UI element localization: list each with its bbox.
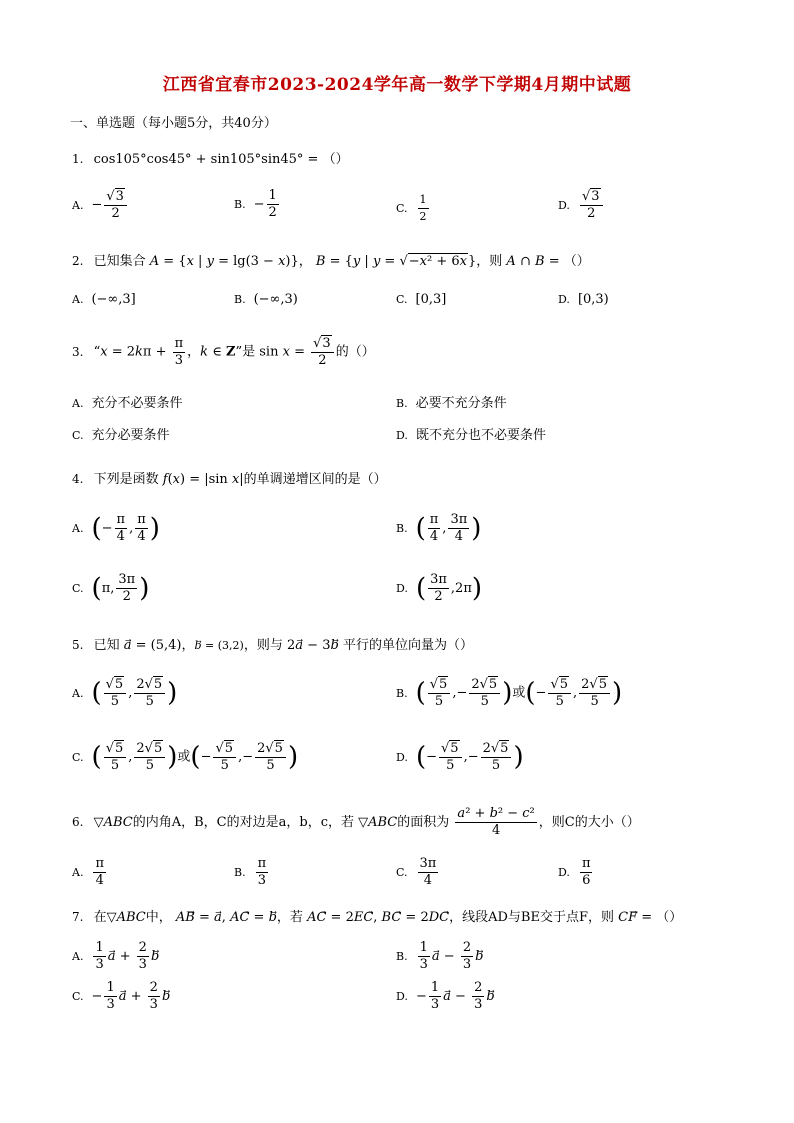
option-c: C. $\frac{1}{2}$ [396, 193, 427, 223]
option-a: A. 充分不必要条件 [72, 396, 183, 411]
question-number: 1. [72, 152, 84, 166]
option-d: D. $\frac{\pi}{6}$ [558, 856, 591, 888]
option-c: C. [0,3] [396, 292, 447, 307]
option-c: C. 充分必要条件 [72, 428, 170, 443]
question-5: 5. 已知 a⃗ = (5,4)，b⃗ = (3,2)，则与 2a⃗ − 3b⃗ 平行的单位向量为（） [72, 638, 473, 653]
exam-title: 江西省宜春市2023-2024学年高一数学下学期4月期中试题 [162, 75, 632, 95]
option-b: B. $\frac{1}{3}$ a⃗ − $\frac{2}{3}$ b [396, 940, 484, 972]
option-a: A. (− $\frac{\pi}{4}$ , $\frac{\pi}{4}$ ) [72, 512, 160, 544]
option-d: D. 既不充分也不必要条件 [396, 428, 546, 443]
question-1 [72, 148, 349, 167]
option-a: A. $\frac{\pi}{4}$ [72, 856, 104, 888]
option-b: B. − $\frac{1}{2}$ [234, 188, 277, 220]
option-d: D. [0,3) [558, 292, 609, 307]
option-a: A. $\frac{1}{3}$ a⃗ + $\frac{2}{3}$ b [72, 940, 160, 972]
option-d: D. (− $\frac{√5}{5}$ ,− $\frac{2√5}{5}$ ) [396, 741, 524, 773]
question-6: 6. ▽ABC的内角A，B，C的对边是a，b，c，若 ▽ABC的面积为 $\frac{\text{a² + b² − c²}}{4}$ ，则C的大小（） [72, 806, 640, 838]
question-7: 7. 在▽ABC中， AB⃗ = a⃗, AC⃗ = b，若 AC⃗ = 2EC⃗, BC⃗ = 2DC，线段AD与BE交于点F，则 CF⃗ = （） [72, 910, 683, 925]
question-3: 3. “x = 2kπ + $\frac{\pi}{3}$ ，k ∈ Z”是 sin x = $\frac{√3}{2}$ 的（） [72, 335, 375, 368]
option-a: A. ( $\frac{√5}{5}$ , $\frac{2√5}{5}$ ) [72, 677, 178, 709]
option-b: B. (−∞,3) [234, 292, 298, 307]
question-stem: cos105°cos45° + sin105°sin45° = （） [93, 152, 349, 167]
option-d: D. $\frac{√3}{2}$ [558, 188, 605, 222]
question-2: 2. 已知集合 A = {x | y = lg(3 − x)}， B = {y | y = √−x² + 6x}，则 A ∩ B = （） [72, 254, 590, 269]
option-c: C. (π, $\frac{3\pi}{2}$ ) [72, 572, 150, 604]
option-b: B. 必要不充分条件 [396, 396, 507, 411]
option-c: C. − $\frac{1}{3}$ a⃗ + $\frac{2}{3}$ b [72, 980, 171, 1012]
option-d: D. ( $\frac{3\pi}{2}$ ,2π) [396, 572, 483, 604]
question-4: 4. 下列是函数 f(x) = |sin x|的单调递增区间的是（） [72, 472, 387, 487]
option-a: A. − $\frac{√3}{2}$ [72, 188, 129, 222]
option-c: C. $\frac{3\pi}{4}$ [396, 856, 437, 888]
option-b: B. ( $\frac{\pi}{4}$ , $\frac{3\pi}{4}$ ) [396, 512, 482, 544]
option-a: A. (−∞,3] [72, 292, 136, 307]
option-d: D. − $\frac{1}{3}$ a⃗ − $\frac{2}{3}$ b [396, 980, 495, 1012]
option-b: B. $\frac{\pi}{3}$ [234, 856, 267, 888]
option-b: B. ( $\frac{√5}{5}$ ,− $\frac{2√5}{5}$ )或(− $\frac{√5}{5}$ , $\frac{2√5}{5}$ ) [396, 677, 623, 709]
option-c: C. ( $\frac{√5}{5}$ , $\frac{2√5}{5}$ )或(− $\frac{√5}{5}$ ,− $\frac{2√5}{5}$ ) [72, 741, 299, 773]
section-heading: 一、单选题（每小题5分，共40分） [70, 116, 277, 131]
